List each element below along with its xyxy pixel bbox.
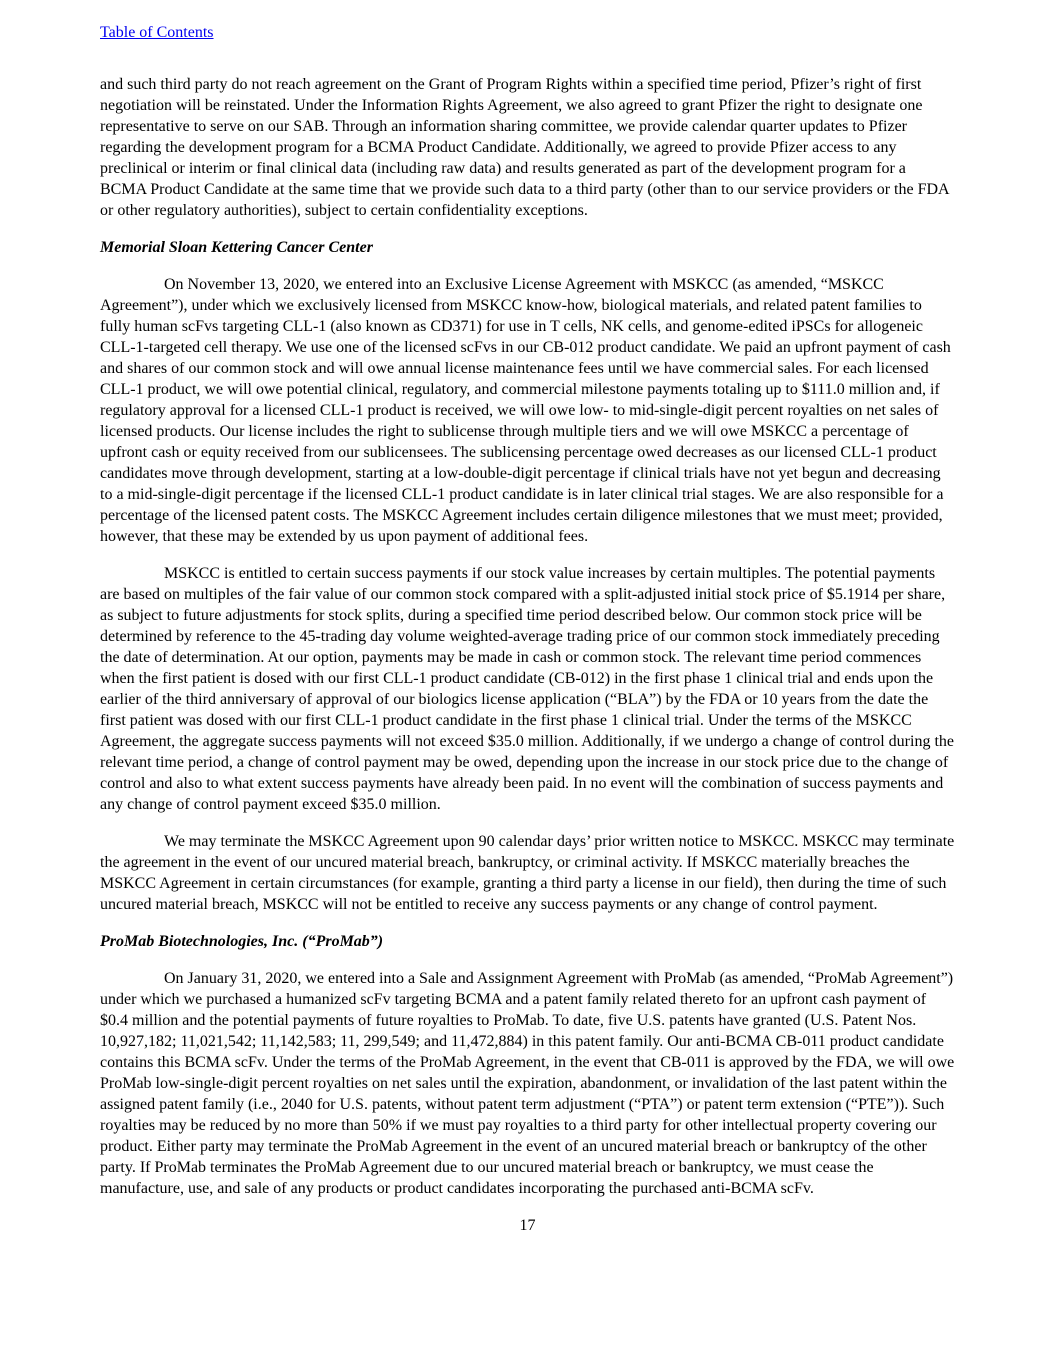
paragraph-mskcc-success-payments: MSKCC is entitled to certain success payments if our stock value increases by certain multiples. The potential payments are based on multiples of the fair value of our common stock compared with a split-adjusted initial stock price of $5.1914 per share, as subject to future adjustments for stock splits, during a specified time period described below. Our common stock price will be determined by reference to the 45-trading day volume weighted-average trading price of our common stock immediately preceding the date of determination. At our option, payments may be made in cash or common stock. The relevant time period commences when the first patient is dosed with our first CLL-1 product candidate (CB-012) in the first phase 1 clinical trial and ends upon the earlier of the third anniversary of approval of our biologics license application (“BLA”) by the FDA or 10 years from the date the first patient was dosed with our first CLL-1 product candidate in the first phase 1 clinical trial. Under the terms of the MSKCC Agreement, the aggregate success payments will not exceed $35.0 million. Additionally, if we undergo a change of control during the relevant time period, a change of control payment may be owed, depending upon the increase in our stock price due to the change of control and also to what extent success payments have already been paid. In no event will the combination of success payments and any change of control payment exceed $35.0 million.: [100, 565, 954, 813]
page-number: 17: [519, 1217, 536, 1234]
paragraph-mskcc-license: On November 13, 2020, we entered into an Exclusive License Agreement with MSKCC (as amended, “MSKCC Agreement”), under which we exclusively licensed from MSKCC know-how, biological materials, and related patent families to fully human scFvs targeting CLL-1 (also known as CD371) for use in T cells, NK cells, and genome-edited iPSCs for allogeneic CLL-1-targeted cell therapy. We use one of the licensed scFvs in our CB-012 product candidate. We paid an upfront payment of cash and shares of our common stock and will owe annual license maintenance fees until we have commercial sales. For each licensed CLL-1 product, we will owe potential clinical, regulatory, and commercial milestone payments totaling up to $111.0 million and, if regulatory approval for a licensed CLL-1 product is received, we will owe low- to mid-single-digit percent royalties on net sales of licensed products. Our license includes the right to sublicense through multiple tiers and we will owe MSKCC a percentage of upfront cash or equity received from our sublicensees. The sublicensing percentage owed decreases as our licensed CLL-1 product candidates move through development, starting at a low-double-digit percentage if clinical trials have not yet begun and decreasing to a mid-single-digit percentage if the licensed CLL-1 product candidate is in later clinical trial stages. We are also responsible for a percentage of the licensed patent costs. The MSKCC Agreement includes certain diligence milestones that we must meet; provided, however, that these may be extended by us upon payment of additional fees.: [100, 276, 951, 545]
paragraph-mskcc-termination: We may terminate the MSKCC Agreement upon 90 calendar days’ prior written notice to MSKCC. MSKCC may terminate the agreement in the event of our uncured material breach, bankruptcy, or criminal activity. If MSKCC materially breaches the MSKCC Agreement in certain circumstances (for example, granting a third party a license in our field), then during the time of such uncured material breach, MSKCC will not be entitled to receive any success payments or any change of control payment.: [100, 833, 955, 913]
table-of-contents-link[interactable]: Table of Contents: [100, 24, 214, 41]
heading-memorial-sloan-kettering: Memorial Sloan Kettering Cancer Center: [100, 239, 373, 256]
paragraph-promab-agreement: On January 31, 2020, we entered into a Sale and Assignment Agreement with ProMab (as amended, “ProMab Agreement”) under which we purchased a humanized scFv targeting BCMA and a patent family related thereto for an upfront cash payment of $0.4 million and the potential payments of future royalties to ProMab. To date, five U.S. patents have granted (U.S. Patent Nos. 10,927,182; 11,021,542; 11,142,583; 11, 299,549; and 11,472,884) in this patent family. Our anti-BCMA CB-011 product candidate contains this BCMA scFv. Under the terms of the ProMab Agreement, in the event that CB-011 is approved by the FDA, we will owe ProMab low-single-digit percent royalties on net sales until the expiration, abandonment, or invalidation of the last patent within the assigned patent family (i.e., 2040 for U.S. patents, without patent term adjustment (“PTA”) or patent term extension (“PTE”)). Such royalties may be reduced by no more than 50% if we must pay royalties to a third party for other intellectual property covering our product. Either party may terminate the ProMab Agreement in the event of an uncured material breach or bankruptcy of the other party. If ProMab terminates the ProMab Agreement due to our uncured material breach or bankruptcy, we must cease the manufacture, use, and sale of any products or product candidates incorporating the purchased anti-BCMA scFv.: [100, 970, 955, 1197]
heading-promab: ProMab Biotechnologies, Inc. (“ProMab”): [100, 933, 384, 950]
paragraph-pfizer-continuation: and such third party do not reach agreement on the Grant of Program Rights within a specified time period, Pfizer’s right of first negotiation will be reinstated. Under the Information Rights Agreement, we also agreed to grant Pfizer the right to designate one representative to serve on our SAB. Through an information sharing committee, we provide calendar quarter updates to Pfizer regarding the development program for a BCMA Product Candidate. Additionally, we agreed to provide Pfizer access to any preclinical or interim or final clinical data (including raw data) and results generated as part of the development program for a BCMA Product Candidate at the same time that we provide such data to a third party (other than to our service providers or the FDA or other regulatory authorities), subject to certain confidentiality exceptions.: [100, 76, 949, 219]
